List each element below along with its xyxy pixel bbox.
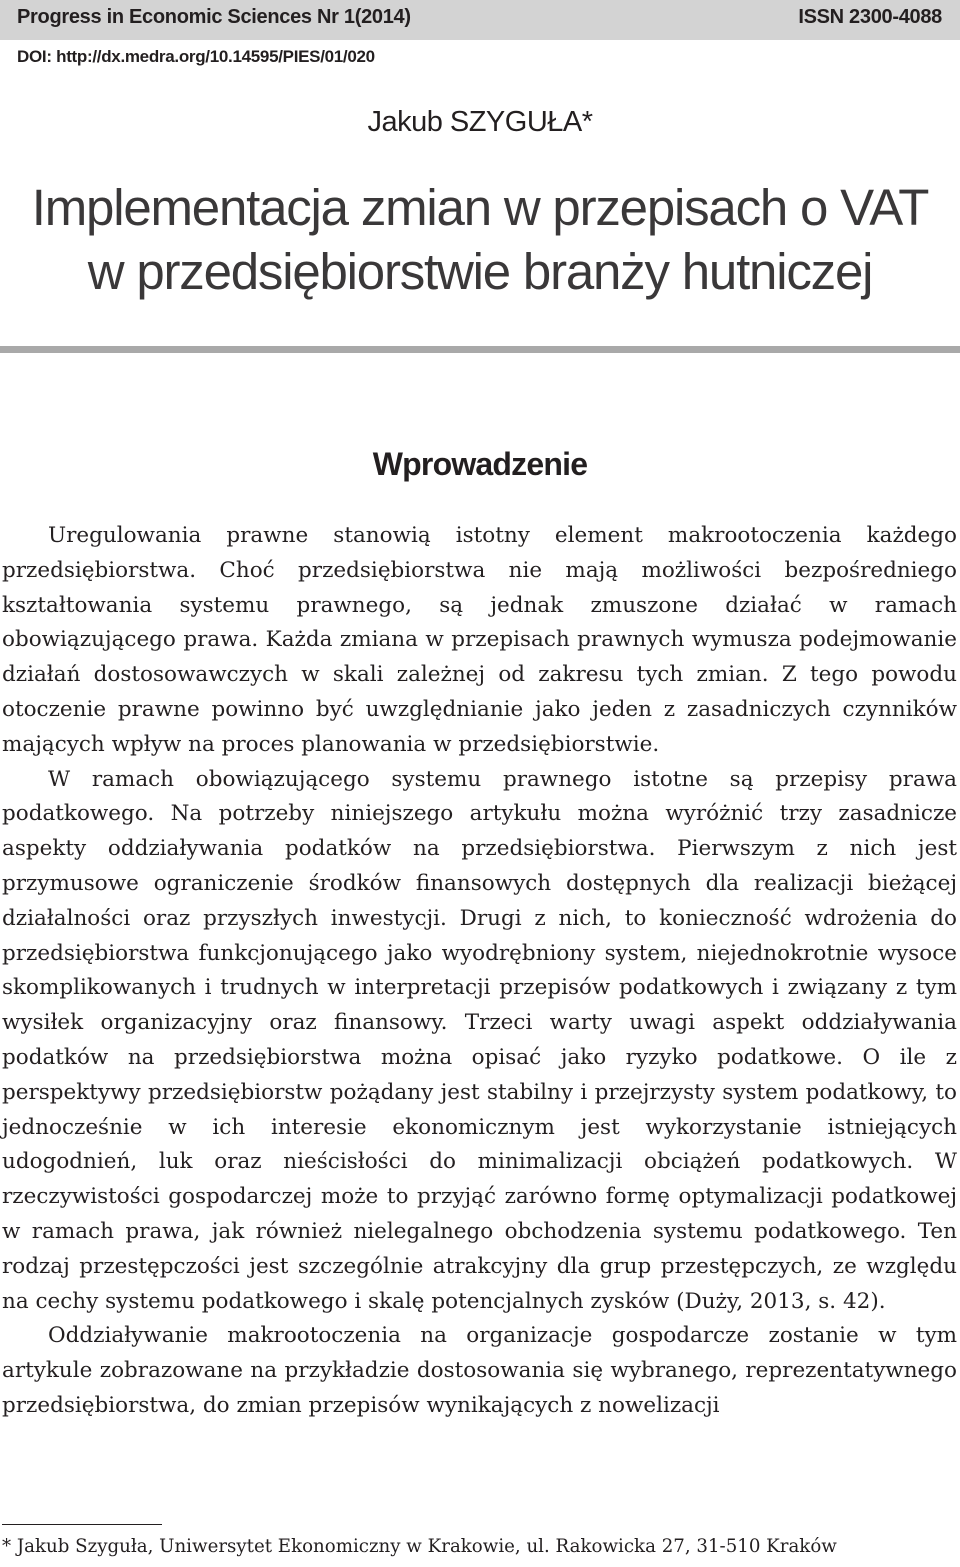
issn-number: ISSN 2300-4088 [798,6,942,28]
article-title [0,176,960,304]
body-text [2,519,957,1424]
article-title-line-2: w przedsiębiorstwie branży hutniczej [87,243,873,300]
journal-name: Progress in Economic Sciences Nr 1(2014) [17,6,411,28]
footnote: * Jakub Szyguła, Uniwersytet Ekonomiczny w Krakowie, ul. Rakowicka 27, 31-510 Kraków [2,1536,837,1557]
article-title-line-1: Implementacja zmian w przepisach o VAT [31,179,929,236]
doi-line: DOI: http://dx.medra.org/10.14595/PIES/01/020 [17,47,375,66]
paragraph-3: Oddziaływanie makrootoczenia na organizacje gospodarcze zostanie w tym artykule zobrazowane na przykładzie dostosowania się wybranego, reprezentatywnego przedsiębiorstwa, do zmian przepisów wynikających z nowelizacji [2,1323,957,1418]
journal-header-bar [0,0,960,40]
author-name: Jakub SZYGUŁA* [367,106,593,138]
title-divider [0,346,960,353]
section-heading: Wprowadzenie [372,446,588,482]
paragraph-1: Uregulowania prawne stanowią istotny element makrootoczenia każdego przedsiębiorstwa. Choć przedsiębiorstwa nie mają możliwości bezpośredniego kształtowania systemu prawnego, są jednak zmuszone działać w ramach obowiązującego prawa. Każda zmiana w przepisach prawnych wymusza podejmowanie działań dostosowawczych w skali zależnej od zakresu tych zmian. Z tego powodu otoczenie prawne powinno być uwzględnianie jako jeden z zasadniczych czynników mających wpływ na proces planowania w przedsiębiorstwie. [2,523,957,757]
footnote-divider [2,1524,162,1525]
paragraph-2: W ramach obowiązującego systemu prawnego istotne są przepisy prawa podatkowego. Na potrzeby niniejszego artykułu można wyróżnić trzy zasadnicze aspekty oddziaływania podatków na przedsiębiorstwa. Pierwszym z nich jest przymusowe ograniczenie środków finansowych dostępnych dla realizacji bieżącej działalności oraz przyszłych inwestycji. Drugi z nich, to konieczność wdrożenia do przedsiębiorstwa funkcjonującego jako wyodrębniony system, niejednokrotnie wysoce skomplikowanych i trudnych w interpretacji przepisów podatkowych i związany z tym wysiłek organizacyjny oraz finansowy. Trzeci warty uwagi aspekt oddziaływania podatków na przedsiębiorstwa można opisać jako ryzyko podatkowe. O ile z perspektywy przedsiębiorstw pożądany jest stabilny i przejrzysty system podatkowy, to jednocześnie w ich interesie ekonomicznym jest wykorzystanie istniejących udogodnień, luk oraz nieścisłości do minimalizacji obciążeń podatkowych. W rzeczywistości gospodarczej może to przyjąć zarówno formę optymalizacji podatkowej w ramach prawa, jak również nielegalnego obchodzenia systemu podatkowego. Ten rodzaj przestępczości jest szczególnie atrakcyjny dla grup przestępczych, ze względu na cechy systemu podatkowego i skalę potencjalnych zysków (Duży, 2013, s. 42). [2,766,957,1314]
